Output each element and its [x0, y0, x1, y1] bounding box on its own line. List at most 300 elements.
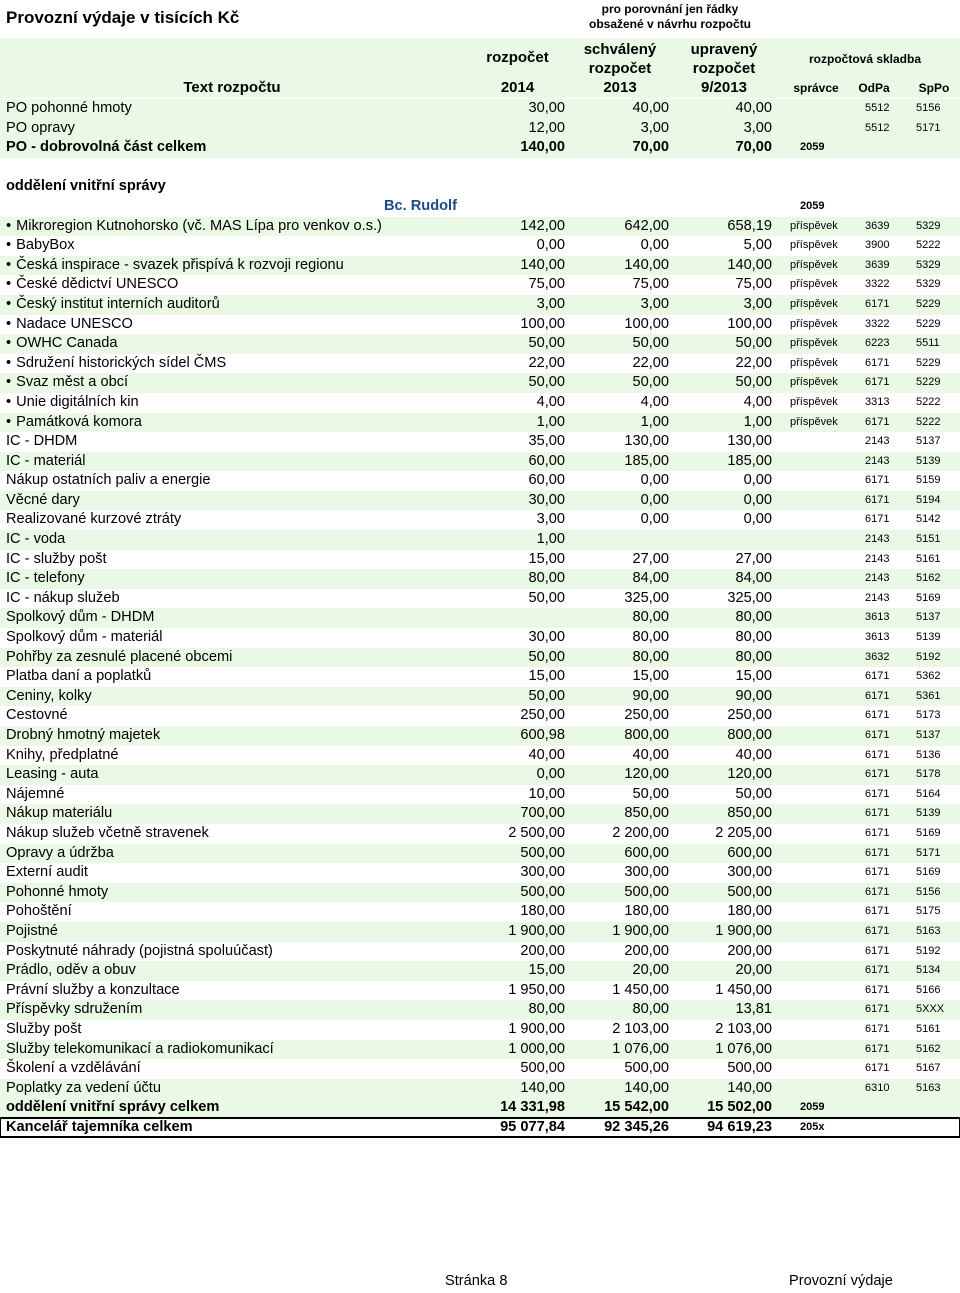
row-upraveny-2013: 850,00 [727, 805, 772, 822]
row-odpa: 3639 [865, 219, 890, 232]
table-row [0, 569, 960, 589]
row-schvaleny-2013: 3,00 [640, 295, 669, 312]
row-upraveny-2013: 325,00 [727, 589, 772, 606]
row-upraveny-2013: 2 205,00 [715, 824, 772, 841]
row-sppo: 5161 [916, 1022, 941, 1035]
row-odpa: 6171 [865, 1042, 890, 1055]
row-text: Knihy, předplatné [6, 746, 119, 763]
row-upraveny-2013: 50,00 [735, 785, 772, 802]
row-sppo: 5162 [916, 572, 941, 585]
table-row [0, 883, 960, 903]
row-upraveny-2013: 50,00 [735, 374, 772, 391]
row-rozpocet-2014: 22,00 [528, 354, 565, 371]
row-upraveny-2013: 80,00 [735, 629, 772, 646]
row-rozpocet-2014: 500,00 [520, 883, 565, 900]
row-schvaleny-2013: 92 345,26 [604, 1118, 669, 1135]
row-odpa: 6171 [865, 493, 890, 506]
row-rozpocet-2014: 14 331,98 [500, 1099, 565, 1116]
table-row [0, 197, 960, 217]
table-row [0, 746, 960, 766]
row-spravce: příspěvek [790, 337, 838, 350]
row-schvaleny-2013: 500,00 [624, 883, 669, 900]
row-rozpocet-2014: 200,00 [520, 942, 565, 959]
row-schvaleny-2013: 140,00 [624, 1079, 669, 1096]
row-rozpocet-2014: 1,00 [536, 413, 565, 430]
row-sppo: 5362 [916, 670, 941, 683]
row-text: Cestovné [6, 707, 68, 724]
row-rozpocet-2014: 3,00 [536, 511, 565, 528]
row-upraveny-2013: 0,00 [743, 491, 772, 508]
row-text: Právní služby a konzultace [6, 981, 180, 998]
row-sppo: 5192 [916, 944, 941, 957]
row-rozpocet-2014: 35,00 [528, 433, 565, 450]
budget-table [0, 99, 960, 1137]
row-rozpocet-2014: 0,00 [536, 237, 565, 254]
row-upraveny-2013: 500,00 [727, 883, 772, 900]
row-schvaleny-2013: 1 076,00 [612, 1040, 669, 1057]
row-odpa: 6171 [865, 964, 890, 977]
row-text: IC - nákup služeb [6, 589, 120, 606]
table-row [0, 217, 960, 237]
row-schvaleny-2013: 50,00 [632, 785, 669, 802]
row-sppo: 5139 [916, 807, 941, 820]
row-odpa: 6171 [865, 807, 890, 820]
table-row [0, 315, 960, 335]
row-sppo: 5XXX [916, 1003, 945, 1016]
row-rozpocet-2014: 80,00 [528, 1001, 565, 1018]
row-text: Leasing - auta [6, 766, 99, 783]
row-odpa: 6171 [865, 1022, 890, 1035]
row-schvaleny-2013: 185,00 [624, 452, 669, 469]
row-rozpocet-2014: 500,00 [520, 844, 565, 861]
row-odpa: 6171 [865, 826, 890, 839]
row-text: • BabyBox [6, 236, 75, 256]
row-odpa: 6171 [865, 297, 890, 310]
row-schvaleny-2013: 50,00 [632, 374, 669, 391]
row-spravce: příspěvek [790, 297, 838, 310]
row-schvaleny-2013: 250,00 [624, 707, 669, 724]
row-rozpocet-2014: 30,00 [528, 491, 565, 508]
row-schvaleny-2013: 2 103,00 [612, 1020, 669, 1037]
row-odpa: 3632 [865, 650, 890, 663]
row-upraveny-2013: 120,00 [727, 766, 772, 783]
row-text: Nájemné [6, 785, 65, 802]
row-schvaleny-2013: 80,00 [632, 648, 669, 665]
page-title: Provozní výdaje v tisících Kč [6, 8, 240, 27]
row-spravce: příspěvek [790, 415, 838, 428]
row-odpa: 2143 [865, 454, 890, 467]
table-row [0, 824, 960, 844]
row-upraveny-2013: 140,00 [727, 1079, 772, 1096]
row-sppo: 5167 [916, 1062, 941, 1075]
table-row [0, 393, 960, 413]
table-row [0, 432, 960, 452]
row-text: IC - DHDM [6, 433, 78, 450]
row-rozpocet-2014: 600,98 [520, 727, 565, 743]
row-text: Věcné dary [6, 491, 80, 508]
row-sppo: 5229 [916, 297, 941, 310]
row-sppo: 5229 [916, 376, 941, 389]
table-row [0, 1079, 960, 1099]
row-schvaleny-2013: 300,00 [624, 864, 669, 881]
row-rozpocet-2014: 700,00 [520, 805, 565, 822]
row-odpa: 6171 [865, 787, 890, 800]
row-text: Pojistné [6, 922, 58, 939]
row-sppo: 5229 [916, 317, 941, 330]
row-odpa: 3313 [865, 395, 890, 408]
table-row [0, 902, 960, 922]
table-row [0, 804, 960, 824]
row-upraveny-2013: 250,00 [727, 707, 772, 724]
row-sppo: 5329 [916, 278, 941, 291]
table-row [0, 1098, 960, 1118]
row-text: Drobný hmotný majetek [6, 727, 161, 743]
row-text: • Památková komora [6, 413, 142, 433]
row-schvaleny-2013: 325,00 [624, 589, 669, 606]
row-odpa: 6171 [865, 924, 890, 937]
row-text: • Sdružení historických sídel ČMS [6, 354, 226, 374]
row-schvaleny-2013: 75,00 [632, 276, 669, 293]
row-rozpocet-2014: 30,00 [528, 100, 565, 116]
row-sppo: 5175 [916, 905, 941, 918]
row-schvaleny-2013: 100,00 [624, 315, 669, 332]
row-upraveny-2013: 13,81 [735, 1001, 772, 1018]
row-rozpocet-2014: 140,00 [520, 256, 565, 273]
row-upraveny-2013: 15,00 [735, 668, 772, 685]
row-text: • Mikroregion Kutnohorsko (vč. MAS Lípa pro venkov o.s.) [6, 217, 382, 237]
row-odpa: 6171 [865, 709, 890, 722]
row-upraveny-2013: 1 076,00 [715, 1040, 772, 1057]
row-odpa: 6171 [865, 689, 890, 702]
row-odpa: 3613 [865, 611, 890, 624]
table-row [0, 863, 960, 883]
row-schvaleny-2013: 180,00 [624, 903, 669, 920]
row-sppo: 5192 [916, 650, 941, 663]
header-sppo: SpPo [918, 81, 950, 95]
row-rozpocet-2014: 60,00 [528, 452, 565, 469]
table-row [0, 726, 960, 746]
table-row [0, 981, 960, 1001]
row-sppo: 5171 [916, 121, 941, 134]
row-odpa: 2143 [865, 552, 890, 565]
table-row [0, 99, 960, 119]
row-upraveny-2013: 658,19 [727, 217, 772, 234]
table-row [0, 530, 960, 550]
row-upraveny-2013: 3,00 [743, 119, 772, 136]
header-c1-line2: 2014 [500, 79, 535, 96]
row-upraveny-2013: 180,00 [727, 903, 772, 920]
row-upraveny-2013: 40,00 [735, 100, 772, 116]
row-odpa: 6310 [865, 1081, 890, 1094]
row-odpa: 6171 [865, 944, 890, 957]
row-upraveny-2013: 90,00 [735, 687, 772, 704]
header-c1-line1: rozpočet [486, 49, 549, 66]
header-odpa: OdPa [858, 81, 890, 95]
row-text: Spolkový dům - materiál [6, 629, 163, 646]
row-sppo: 5163 [916, 924, 941, 937]
row-odpa: 2143 [865, 591, 890, 604]
row-schvaleny-2013: 140,00 [624, 256, 669, 273]
row-upraveny-2013: 84,00 [735, 570, 772, 587]
row-schvaleny-2013: 15,00 [632, 668, 669, 685]
row-schvaleny-2013: 70,00 [632, 139, 669, 156]
row-sppo: 5178 [916, 768, 941, 781]
row-odpa: 6171 [865, 513, 890, 526]
table-header [0, 38, 960, 98]
row-odpa: 6171 [865, 1003, 890, 1016]
row-upraveny-2013: 94 619,23 [707, 1118, 772, 1135]
row-sppo: 5156 [916, 885, 941, 898]
row-schvaleny-2013: 130,00 [624, 433, 669, 450]
row-schvaleny-2013: 27,00 [632, 550, 669, 567]
row-text: • Unie digitálních kin [6, 393, 139, 413]
row-text: IC - voda [6, 531, 66, 548]
row-upraveny-2013: 80,00 [735, 609, 772, 626]
row-odpa: 2143 [865, 572, 890, 585]
table-row [0, 608, 960, 628]
header-c3-line1: upravený [690, 41, 758, 58]
row-schvaleny-2013: 40,00 [632, 746, 669, 763]
row-rozpocet-2014: 100,00 [520, 315, 565, 332]
row-text: Pohřby za zesnulé placené obcemi [6, 648, 233, 665]
header-c3-line2: rozpočet [692, 60, 756, 77]
row-upraveny-2013: 80,00 [735, 648, 772, 665]
row-odpa: 6171 [865, 474, 890, 487]
row-rozpocet-2014: 95 077,84 [500, 1118, 565, 1135]
table-row [0, 844, 960, 864]
row-text: Služby pošt [6, 1020, 82, 1037]
row-upraveny-2013: 0,00 [743, 472, 772, 489]
row-text: oddělení vnitřní správy celkem [6, 1099, 220, 1116]
row-schvaleny-2013: 0,00 [640, 491, 669, 508]
row-text: Ceniny, kolky [6, 687, 92, 704]
row-odpa: 6223 [865, 337, 890, 350]
row-text: Prádlo, oděv a obuv [6, 962, 136, 979]
row-sppo: 5139 [916, 454, 941, 467]
table-row [0, 785, 960, 805]
row-upraveny-2013: 500,00 [727, 1060, 772, 1077]
row-upraveny-2013: 185,00 [727, 452, 772, 469]
table-row [0, 295, 960, 315]
row-schvaleny-2013: 0,00 [640, 472, 669, 489]
row-odpa: 3322 [865, 317, 890, 330]
row-schvaleny-2013: 3,00 [640, 119, 669, 136]
row-spravce: příspěvek [790, 356, 838, 369]
row-rozpocet-2014: 1 950,00 [508, 981, 565, 998]
row-text: Poskytnuté náhrady (pojistná spoluúčast) [6, 942, 273, 959]
row-spravce: příspěvek [790, 278, 838, 291]
row-sppo: 5169 [916, 866, 941, 879]
row-rozpocet-2014: 142,00 [520, 217, 565, 234]
row-text: Bc. Rudolf [384, 197, 457, 214]
row-odpa: 6171 [865, 885, 890, 898]
row-odpa: 6171 [865, 376, 890, 389]
row-text: • Český institut interních auditorů [6, 295, 220, 315]
row-text: IC - telefony [6, 570, 85, 587]
row-rozpocet-2014: 2 500,00 [508, 824, 565, 841]
row-sppo: 5136 [916, 748, 941, 761]
row-rozpocet-2014: 3,00 [536, 295, 565, 312]
row-rozpocet-2014: 180,00 [520, 903, 565, 920]
row-upraveny-2013: 40,00 [735, 746, 772, 763]
table-row [0, 138, 960, 158]
row-upraveny-2013: 70,00 [735, 139, 772, 156]
row-text: Platba daní a poplatků [6, 668, 152, 685]
row-text: • Nadace UNESCO [6, 315, 133, 335]
row-schvaleny-2013: 80,00 [632, 1001, 669, 1018]
row-upraveny-2013: 27,00 [735, 550, 772, 567]
row-rozpocet-2014: 50,00 [528, 374, 565, 391]
row-spravce-code: 2059 [800, 1101, 825, 1114]
header-c3-line3: 9/2013 [701, 79, 747, 96]
row-upraveny-2013: 4,00 [743, 393, 772, 410]
row-schvaleny-2013: 2 200,00 [612, 824, 669, 841]
row-upraveny-2013: 5,00 [743, 237, 772, 254]
row-upraveny-2013: 75,00 [735, 276, 772, 293]
row-text: PO pohonné hmoty [6, 100, 132, 116]
row-sppo: 5164 [916, 787, 941, 800]
row-upraveny-2013: 800,00 [727, 727, 772, 743]
row-rozpocet-2014: 50,00 [528, 589, 565, 606]
row-schvaleny-2013: 22,00 [632, 354, 669, 371]
table-row [0, 648, 960, 668]
header-text-col: Text rozpočtu [183, 79, 281, 96]
row-odpa: 6171 [865, 1062, 890, 1075]
row-schvaleny-2013: 80,00 [632, 609, 669, 626]
row-text: IC - materiál [6, 452, 86, 469]
table-row [0, 373, 960, 393]
row-odpa: 6171 [865, 866, 890, 879]
row-upraveny-2013: 22,00 [735, 354, 772, 371]
table-row [0, 256, 960, 276]
row-rozpocet-2014: 12,00 [528, 119, 565, 136]
row-spravce: příspěvek [790, 376, 838, 389]
header-c2-line2: rozpočet [588, 60, 652, 77]
row-sppo: 5222 [916, 395, 941, 408]
row-sppo: 5329 [916, 258, 941, 271]
table-row [0, 1040, 960, 1060]
row-sppo: 5169 [916, 826, 941, 839]
row-sppo: 5173 [916, 709, 941, 722]
row-schvaleny-2013: 120,00 [624, 766, 669, 783]
row-text: • České dědictví UNESCO [6, 275, 178, 295]
row-text: • OWHC Canada [6, 334, 118, 354]
row-schvaleny-2013: 20,00 [632, 962, 669, 979]
row-text: IC - služby pošt [6, 550, 107, 567]
row-schvaleny-2013: 642,00 [624, 217, 669, 234]
row-text: oddělení vnitřní správy [6, 178, 166, 195]
row-schvaleny-2013: 84,00 [632, 570, 669, 587]
table-row [0, 1118, 960, 1138]
row-rozpocet-2014: 60,00 [528, 472, 565, 489]
row-rozpocet-2014: 80,00 [528, 570, 565, 587]
row-rozpocet-2014: 300,00 [520, 864, 565, 881]
footer-page: Stránka 8 [445, 1273, 508, 1289]
row-odpa: 3639 [865, 258, 890, 271]
row-rozpocet-2014: 140,00 [520, 1079, 565, 1096]
header-spravce: správce [793, 81, 839, 95]
row-odpa: 6171 [865, 905, 890, 918]
row-spravce: příspěvek [790, 258, 838, 271]
row-upraveny-2013: 2 103,00 [715, 1020, 772, 1037]
row-sppo: 5222 [916, 239, 941, 252]
table-row [0, 158, 960, 178]
row-rozpocet-2014: 75,00 [528, 276, 565, 293]
row-sppo: 5137 [916, 729, 941, 741]
row-upraveny-2013: 100,00 [727, 315, 772, 332]
row-schvaleny-2013: 800,00 [624, 727, 669, 743]
row-rozpocet-2014: 1 900,00 [508, 922, 565, 939]
header-c2-line1: schválený [583, 41, 657, 58]
row-schvaleny-2013: 200,00 [624, 942, 669, 959]
row-schvaleny-2013: 90,00 [632, 687, 669, 704]
row-schvaleny-2013: 50,00 [632, 335, 669, 352]
row-text: Nákup služeb včetně stravenek [6, 824, 209, 841]
row-sppo: 5166 [916, 983, 941, 996]
row-rozpocet-2014: 15,00 [528, 668, 565, 685]
row-odpa: 5512 [865, 102, 890, 114]
table-row [0, 706, 960, 726]
table-row [0, 961, 960, 981]
row-rozpocet-2014: 0,00 [536, 766, 565, 783]
comparison-note [560, 2, 780, 32]
row-schvaleny-2013: 600,00 [624, 844, 669, 861]
row-sppo: 5222 [916, 415, 941, 428]
row-sppo: 5169 [916, 591, 941, 604]
row-upraveny-2013: 130,00 [727, 433, 772, 450]
header-skladba: rozpočtová skladba [808, 52, 922, 66]
row-schvaleny-2013: 0,00 [640, 511, 669, 528]
table-row [0, 177, 960, 197]
row-upraveny-2013: 3,00 [743, 295, 772, 312]
row-upraveny-2013: 20,00 [735, 962, 772, 979]
row-rozpocet-2014: 140,00 [520, 139, 565, 156]
row-odpa: 6171 [865, 768, 890, 781]
row-rozpocet-2014: 500,00 [520, 1060, 565, 1077]
row-rozpocet-2014: 1 000,00 [508, 1040, 565, 1057]
table-row [0, 667, 960, 687]
row-spravce: příspěvek [790, 395, 838, 408]
row-rozpocet-2014: 30,00 [528, 629, 565, 646]
table-row [0, 589, 960, 609]
row-upraveny-2013: 1,00 [743, 413, 772, 430]
table-row [0, 452, 960, 472]
row-sppo: 5511 [916, 337, 940, 350]
row-text: PO - dobrovolná část celkem [6, 139, 207, 156]
row-odpa: 5512 [865, 121, 890, 134]
table-row [0, 334, 960, 354]
row-text: Spolkový dům - DHDM [6, 609, 155, 626]
row-rozpocet-2014: 15,00 [528, 962, 565, 979]
row-upraveny-2013: 0,00 [743, 511, 772, 528]
row-text: Služby telekomunikací a radiokomunikací [6, 1040, 274, 1057]
row-rozpocet-2014: 1 900,00 [508, 1020, 565, 1037]
row-odpa: 6171 [865, 846, 890, 859]
row-schvaleny-2013: 1 450,00 [612, 981, 669, 998]
row-text: Kancelář tajemníka celkem [6, 1118, 193, 1135]
row-odpa: 6171 [865, 356, 890, 369]
row-schvaleny-2013: 1,00 [640, 413, 669, 430]
row-text: Příspěvky sdružením [6, 1001, 143, 1018]
row-sppo: 5161 [916, 552, 941, 565]
table-row [0, 354, 960, 374]
row-odpa: 2143 [865, 435, 890, 448]
row-schvaleny-2013: 0,00 [640, 237, 669, 254]
row-sppo: 5361 [916, 689, 941, 702]
row-odpa: 3613 [865, 631, 890, 644]
row-rozpocet-2014: 40,00 [528, 746, 565, 763]
row-upraveny-2013: 300,00 [727, 864, 772, 881]
